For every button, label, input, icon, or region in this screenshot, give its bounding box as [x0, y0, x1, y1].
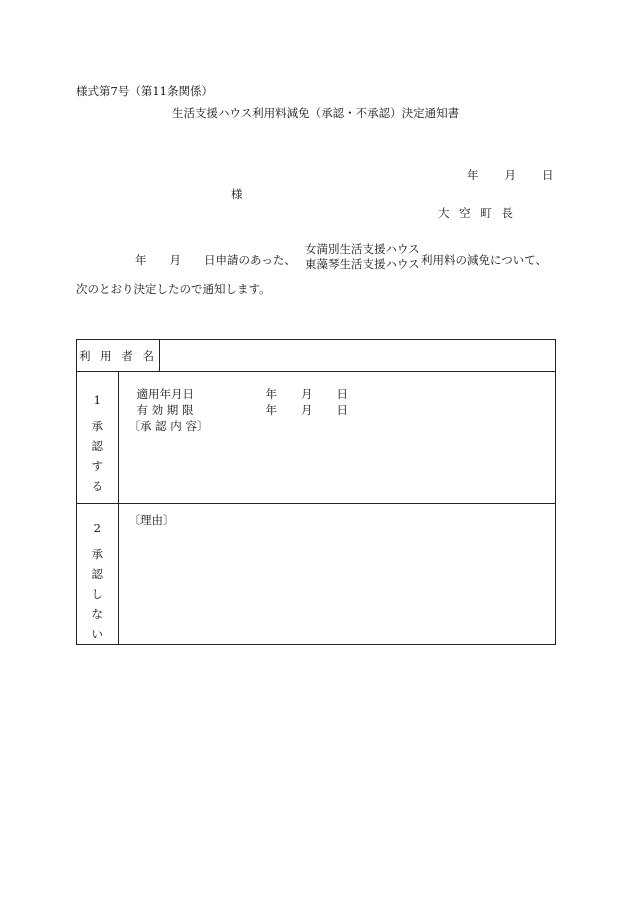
- user-name-row: [77, 340, 556, 372]
- valid-until-label: 有 効 期 限: [136, 403, 194, 417]
- approve-char: 承: [91, 419, 103, 433]
- deny-reason-cell[interactable]: [118, 504, 556, 645]
- approve-heading: [77, 372, 119, 504]
- deny-char: い: [91, 627, 103, 641]
- apply-month-label: 月: [301, 387, 313, 401]
- valid-day-label: 日: [336, 403, 348, 417]
- approve-char: る: [91, 479, 103, 493]
- approve-number: 1: [93, 393, 101, 407]
- deny-char: な: [91, 607, 103, 621]
- apply-day-label: 日: [336, 387, 348, 401]
- body-text-application-date: 年 月 日申請のあった、: [135, 253, 296, 267]
- valid-until-value: [266, 402, 349, 418]
- date-year-label: 年: [467, 168, 479, 182]
- body-text-reduction: 利用料の減免について、: [421, 253, 548, 267]
- deny-row: [77, 504, 556, 645]
- facility-options: [305, 242, 420, 272]
- user-name-field[interactable]: [160, 340, 556, 372]
- decision-table: [76, 339, 556, 645]
- issuer-name: 大 空 町 長: [438, 206, 516, 220]
- deny-number: 2: [93, 521, 101, 535]
- document-title: 生活支援ハウス利用料減免（承認・不承認）決定通知書: [172, 106, 460, 120]
- deny-char: 認: [91, 567, 103, 581]
- addressee-suffix: 様: [231, 187, 243, 201]
- approve-char: す: [91, 459, 103, 473]
- date-day-label: 日: [542, 168, 554, 182]
- deny-heading: [77, 504, 119, 645]
- body-text-notice: 次のとおり決定したので通知します。: [76, 282, 271, 296]
- apply-date-label: 適用年月日: [136, 387, 194, 401]
- approve-content-cell[interactable]: [118, 372, 556, 504]
- approve-char: 認: [91, 439, 103, 453]
- date-month-label: 月: [504, 168, 516, 182]
- valid-year-label: 年: [265, 403, 277, 417]
- apply-year-label: 年: [265, 387, 277, 401]
- valid-month-label: 月: [301, 403, 313, 417]
- issue-date: [467, 169, 554, 183]
- deny-char: 承: [91, 547, 103, 561]
- facility-option-higashimokoto: 東藻琴生活支援ハウス: [305, 256, 420, 271]
- deny-char: し: [91, 587, 103, 601]
- facility-option-memanbetsu: 女満別生活支援ハウス: [305, 242, 420, 256]
- user-name-label: 利 用 者 名: [77, 340, 160, 372]
- apply-date-value: [266, 386, 349, 402]
- reason-label: 〔理由〕: [128, 513, 175, 527]
- form-number: 様式第7号（第11条関係）: [76, 84, 213, 98]
- approval-content-label: 〔承 認 内 容〕: [128, 419, 209, 433]
- approve-row: [77, 372, 556, 504]
